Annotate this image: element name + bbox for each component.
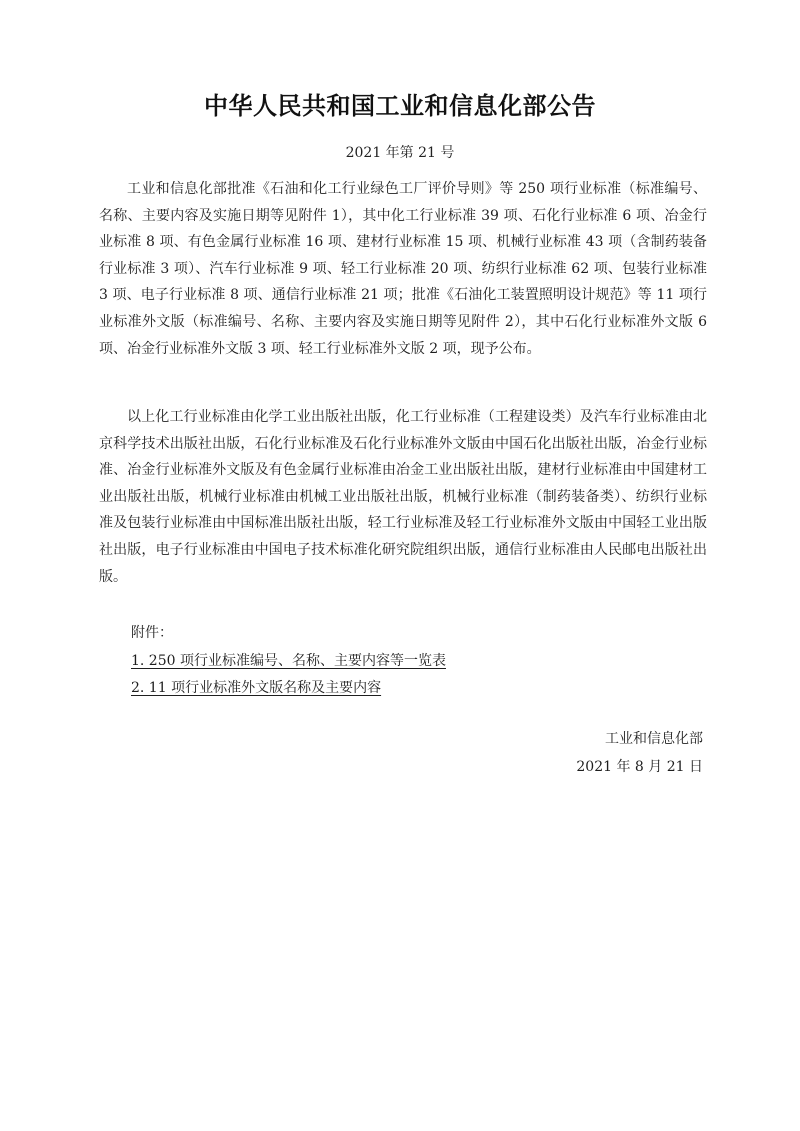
body-paragraph-1: 工业和信息化部批准《石油和化工行业绿色工厂评价导则》等 250 项行业标准（标准编号、名称、主要内容及实施日期等见附件 1），其中化工行业标准 39 项、石化行业标准 6 项、冶金行业标准 8 项、有色金属行业标准 16 项、建材行业标准 15 项、机械行业标准 43 项（含制药装备行业标准 3 项）、汽车行业标准 9 项、轻工行业标准 20 项、纺织行业标准 62 项、包装行业标准 3 项、电子行业标准 8 项、通信行业标准 21 项；批准《石油化工装置照明设计规范》等 11 项行业标准外文版（标准编号、名称、主要内容及实施日期等见附件 2），其中石化行业标准外文版 6 项、冶金行业标准外文版 3 项、轻工行业标准外文版 2 项，现予公布。 (99, 181, 707, 357)
attachment-link-1[interactable]: 1. 250 项行业标准编号、名称、主要内容等一览表 (131, 653, 446, 669)
attachments-label: 附件： (131, 625, 173, 641)
document-title: 中华人民共和国工业和信息化部公告 (204, 92, 596, 120)
signer-name: 工业和信息化部 (605, 731, 703, 747)
document-number: 2021 年第 21 号 (345, 145, 455, 161)
attachment-link-2[interactable]: 2. 11 项行业标准外文版名称及主要内容 (131, 680, 382, 696)
body-paragraph-2: 以上化工行业标准由化学工业出版社出版，化工行业标准（工程建设类）及汽车行业标准由北京科学技术出版社出版，石化行业标准及石化行业标准外文版由中国石化出版社出版，冶金行业标准、冶金行业标准外文版及有色金属行业标准由冶金工业出版社出版，建材行业标准由中国建材工业出版社出版，机械行业标准由机械工业出版社出版，机械行业标准（制药装备类）、纺织行业标准及包装行业标准由中国标准出版社出版，轻工行业标准及轻工行业标准外文版由中国轻工业出版社出版，电子行业标准由中国电子技术标准化研究院组织出版，通信行业标准由人民邮电出版社出版。 (99, 409, 707, 585)
signing-date: 2021 年 8 月 21 日 (576, 759, 703, 775)
